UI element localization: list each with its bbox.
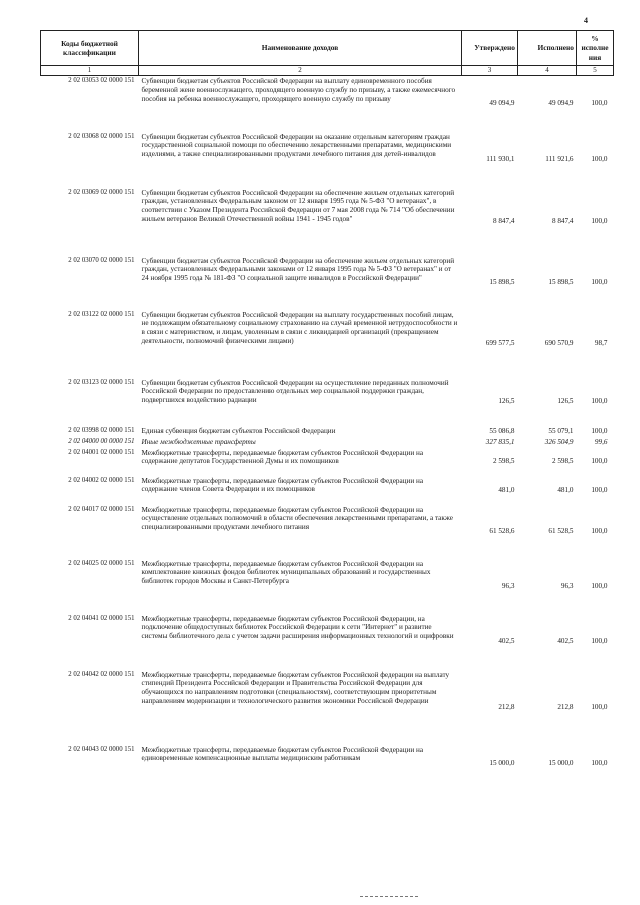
cell-code: 2 02 03053 02 0000 151 (68, 77, 135, 84)
cell-approved: 2 598,5 (492, 457, 515, 466)
cell-executed: 690 570,9 (544, 339, 574, 348)
cell-code: 2 02 03068 02 0000 151 (68, 132, 135, 140)
cell-code: 2 02 03123 02 0000 151 (68, 378, 135, 386)
cell-code: 2 02 04001 02 0000 151 (68, 448, 135, 456)
cell-name: Межбюджетные трансферты, передаваемые бюджетам субъектов Российской Федерации, на подключение общедоступных библиотек Российской Федерации к сети "Интернет" и развитие системы библиотечного дела с учетом задачи расширения информационных технологий и оцифровки (141, 614, 454, 641)
cell-percent: 100,0 (591, 426, 608, 435)
header-name: Наименование доходов (139, 31, 462, 66)
cell-code: 2 02 04042 02 0000 151 (68, 670, 135, 678)
revenue-table (40, 30, 614, 783)
table-row (41, 559, 614, 614)
cell-code: 2 02 04025 02 0000 151 (68, 559, 135, 567)
table-row (41, 745, 614, 783)
cell-percent: 100,0 (591, 637, 608, 646)
cell-name: Иные межбюджетные трансферты (141, 437, 256, 446)
cell-code: 2 02 03069 02 0000 151 (68, 188, 135, 196)
cell-code: 2 02 04002 02 0000 151 (68, 476, 135, 484)
cell-name: Межбюджетные трансферты, передаваемые бюджетам субъектов Российской федерации на выплату стипендий Президента Российской Федерации и Правительства Российской Федерации для обучающихся по направлениям подготовки (специальностям), соответствующим приоритетным направлениям модернизации и технологического развития экономики Российской Федерации (141, 670, 450, 705)
cell-code: 2 02 03122 02 0000 151 (68, 310, 135, 318)
cell-percent: 100,0 (591, 527, 608, 536)
cell-approved: 699 577,5 (485, 339, 515, 348)
cell-name: Единая субвенция бюджетам субъектов Российской Федерации (141, 426, 336, 435)
cell-name: Субвенции бюджетам субъектов Российской Федерации на выплату государственных пособий лицам, не подлежащим обязательному социальному страхованию на случай временной нетрудоспособности и в связи с материнством, и лицам, уволенным в связи с ликвидацией организаций (прекращением деятельности, полномочий физическими лицами) (141, 310, 458, 345)
column-number-row (41, 66, 614, 76)
cell-name: Межбюджетные трансферты, передаваемые бюджетам субъектов Российской Федерации на единовременные компенсационные выплаты медицинским работникам (141, 745, 424, 763)
cell-executed: 126,5 (557, 397, 574, 406)
cell-name: Субвенции бюджетам субъектов Российской Федерации на оказание отдельным категориям граждан государственной социальной помощи по обеспечению лекарственными препаратами, медицинскими изделиями, а также специализированными продуктами лечебного питания для детей-инвалидов (141, 132, 452, 159)
cell-executed: 15 000,0 (548, 759, 574, 768)
table-row (41, 310, 614, 378)
cell-name: Субвенции бюджетам субъектов Российской Федерации на выплату единовременного пособия беременной жене военнослужащего, проходящего военную службу по призыву, а также ежемесячного пособия на ребенка военнослужащего, проходящего военную службу по призыву (141, 77, 456, 103)
cell-approved: 111 930,1 (486, 155, 515, 164)
page-number: 4 (584, 16, 588, 25)
cell-percent: 98,7 (594, 339, 608, 348)
cell-executed: 212,8 (557, 702, 574, 711)
header-codes: Коды бюджетной классификации (41, 31, 139, 66)
column-number: 3 (462, 66, 518, 76)
cell-code: 2 02 04000 00 0000 151 (68, 437, 135, 445)
cell-percent: 100,0 (591, 759, 608, 768)
cell-executed: 55 079,1 (548, 426, 574, 435)
cell-approved: 49 094,9 (489, 99, 515, 108)
table-header-row (41, 31, 614, 66)
table-row (41, 76, 614, 132)
cell-approved: 8 847,4 (492, 217, 515, 226)
cell-percent: 100,0 (591, 155, 608, 164)
table-row (41, 505, 614, 559)
footer-mark (360, 896, 418, 898)
cell-percent: 100,0 (591, 702, 608, 711)
cell-approved: 15 898,5 (489, 278, 515, 287)
table-row (41, 426, 614, 437)
cell-percent: 100,0 (591, 217, 608, 226)
cell-approved: 402,5 (498, 637, 515, 646)
cell-percent: 100,0 (591, 485, 608, 494)
table-row (41, 614, 614, 670)
cell-executed: 402,5 (557, 637, 574, 646)
table-row (41, 256, 614, 310)
cell-approved: 212,8 (498, 702, 515, 711)
cell-percent: 99,6 (594, 437, 608, 446)
cell-approved: 15 000,0 (489, 759, 515, 768)
cell-executed: 49 094,9 (548, 99, 574, 108)
cell-approved: 96,3 (501, 581, 515, 590)
header-approved: Утверждено (462, 31, 518, 66)
table-row (41, 476, 614, 505)
cell-approved: 327 835,1 (485, 437, 515, 446)
table-row (41, 670, 614, 745)
cell-executed: 15 898,5 (548, 278, 574, 287)
cell-executed: 8 847,4 (551, 217, 574, 226)
cell-approved: 481,0 (498, 485, 515, 494)
cell-name: Субвенции бюджетам субъектов Российской Федерации на обеспечение жильем отдельных категорий граждан, установленных Федеральными законами от 12 января 1995 года № 5-ФЗ "О ветеранах" и от 24 ноября 1995 года № 181-ФЗ "О социальной защите инвалидов в Российской Федерации" (141, 256, 455, 283)
cell-code: 2 02 03070 02 0000 151 (68, 256, 135, 264)
cell-percent: 100,0 (591, 99, 608, 108)
cell-name: Межбюджетные трансферты, передаваемые бюджетам субъектов Российской Федерации на содержание депутатов Государственной Думы и их помощников (141, 448, 424, 466)
table-row (41, 188, 614, 256)
cell-executed: 61 528,5 (548, 527, 574, 536)
cell-executed: 2 598,5 (551, 457, 574, 466)
cell-executed: 481,0 (557, 485, 574, 494)
table-row (41, 437, 614, 448)
cell-code: 2 02 04043 02 0000 151 (68, 745, 135, 753)
cell-approved: 55 086,8 (489, 426, 515, 435)
cell-name: Субвенции бюджетам субъектов Российской Федерации на обеспечение жильем отдельных категорий граждан, установленных Федеральным законом от 12 января 1995 года № 5-ФЗ "О ветеранах", в соответствии с Указом Президента Российской Федерации от 7 мая 2008 года № 714 "Об обеспечении жильем ветеранов Великой Отечественной войны 1941 - 1945 годов" (141, 188, 455, 223)
cell-code: 2 02 03998 02 0000 151 (68, 426, 135, 434)
cell-percent: 100,0 (591, 457, 608, 466)
column-number: 1 (41, 66, 139, 76)
cell-percent: 100,0 (591, 581, 608, 590)
column-number: 5 (577, 66, 614, 76)
table-row (41, 132, 614, 188)
cell-executed: 326 504,9 (544, 437, 574, 446)
cell-percent: 100,0 (591, 397, 608, 406)
header-percent: % исполне ния (577, 31, 614, 66)
table-row (41, 448, 614, 476)
cell-percent: 100,0 (591, 278, 608, 287)
cell-executed: 96,3 (560, 581, 574, 590)
cell-name: Межбюджетные трансферты, передаваемые бюджетам субъектов Российской Федерации на содержание членов Совета Федерации и их помощников (141, 476, 424, 494)
cell-name: Межбюджетные трансферты, передаваемые бюджетам субъектов Российской Федерации на осуществление отдельных полномочий в области обеспечения лекарственными препаратами, а также специализированными продуктами лечебного питания (141, 505, 453, 532)
header-executed: Исполнено (518, 31, 577, 66)
cell-name: Межбюджетные трансферты, передаваемые бюджетам субъектов Российской Федерации на комплектование книжных фондов библиотек муниципальных образований и государственных библиотек городов Москвы и Санкт-Петербурга (141, 559, 431, 586)
cell-approved: 61 528,6 (489, 527, 515, 536)
column-number: 2 (139, 66, 462, 76)
cell-code: 2 02 04041 02 0000 151 (68, 614, 135, 622)
cell-code: 2 02 04017 02 0000 151 (68, 505, 135, 513)
table-row (41, 378, 614, 426)
column-number: 4 (518, 66, 577, 76)
cell-executed: 111 921,6 (545, 155, 574, 164)
cell-approved: 126,5 (498, 397, 515, 406)
cell-name: Субвенции бюджетам субъектов Российской Федерации на осуществление переданных полномочий Российской Федерации по предоставлению отдельных мер социальной поддержки граждан, подвергшихся воздействию радиации (141, 378, 449, 405)
